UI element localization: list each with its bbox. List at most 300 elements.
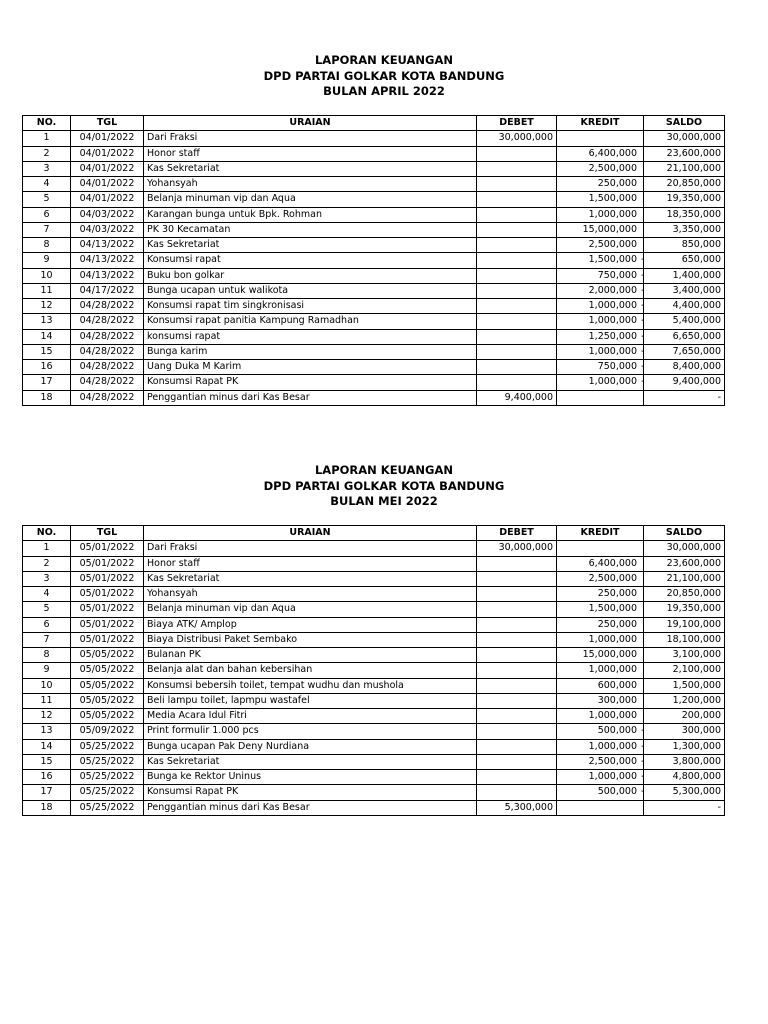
cell-no: 12 xyxy=(23,709,71,724)
negative-sign: - xyxy=(641,740,645,752)
cell-no: 10 xyxy=(23,268,71,283)
kredit-value: 750,000 xyxy=(597,269,637,281)
cell-kredit xyxy=(557,770,644,785)
report-title-line-3: BULAN APRIL 2022 xyxy=(323,84,445,98)
kredit-value: 2,500,000 xyxy=(588,239,637,250)
cell-debet xyxy=(477,222,557,237)
cell-kredit xyxy=(557,754,644,769)
table-row xyxy=(23,709,725,724)
cell-tgl: 05/01/2022 xyxy=(71,602,144,617)
cell-saldo: 18,100,000 xyxy=(644,632,725,647)
cell-uraian: Print formulir 1.000 pcs xyxy=(144,724,477,739)
cell-kredit xyxy=(557,253,644,268)
cell-saldo: 20,850,000 xyxy=(644,177,725,192)
header-no: NO. xyxy=(23,116,71,131)
cell-debet xyxy=(477,283,557,298)
kredit-value xyxy=(637,392,640,403)
cell-debet xyxy=(477,161,557,176)
report-title-line-3: BULAN MEI 2022 xyxy=(330,494,438,508)
cell-debet xyxy=(477,253,557,268)
cell-uraian: Bunga karim xyxy=(144,344,477,359)
kredit-value: 500,000 xyxy=(597,786,637,798)
cell-uraian: Bunga ucapan Pak Deny Nurdiana xyxy=(144,739,477,754)
cell-kredit xyxy=(557,299,644,314)
report-title-line-1: LAPORAN KEUANGAN xyxy=(314,463,454,477)
table-row xyxy=(23,192,725,207)
cell-saldo: 19,350,000 xyxy=(644,192,725,207)
kredit-value: 1,250,000 xyxy=(588,330,637,342)
kredit-value: 2,500,000 xyxy=(588,755,637,767)
table-row xyxy=(23,222,725,237)
table-row xyxy=(23,724,725,739)
kredit-value: 1,000,000 xyxy=(588,376,637,388)
cell-kredit xyxy=(557,709,644,724)
cell-tgl: 05/05/2022 xyxy=(71,648,144,663)
cell-debet xyxy=(477,678,557,693)
cell-kredit xyxy=(557,207,644,222)
cell-no: 4 xyxy=(23,587,71,602)
cell-debet xyxy=(477,571,557,586)
cell-uraian: Penggantian minus dari Kas Besar xyxy=(144,390,477,405)
cell-no: 7 xyxy=(23,632,71,647)
negative-sign: - xyxy=(641,771,645,782)
negative-sign: - xyxy=(641,284,645,296)
cell-no: 8 xyxy=(23,238,71,253)
cell-uraian: Karangan bunga untuk Bpk. Rohman xyxy=(144,207,477,222)
cell-tgl: 04/28/2022 xyxy=(71,299,144,314)
cell-saldo: 2,100,000 xyxy=(644,663,725,678)
cell-debet xyxy=(477,739,557,754)
cell-no: 15 xyxy=(23,754,71,769)
cell-debet xyxy=(477,360,557,375)
header-no: NO. xyxy=(23,526,71,541)
cell-no: 2 xyxy=(23,556,71,571)
cell-debet xyxy=(477,344,557,359)
cell-uraian: Media Acara Idul Fitri xyxy=(144,709,477,724)
cell-no: 9 xyxy=(23,253,71,268)
cell-saldo: 19,100,000 xyxy=(644,617,725,632)
negative-sign: - xyxy=(641,755,645,767)
cell-saldo: 3,800,000 xyxy=(644,754,725,769)
cell-uraian: Konsumsi Rapat PK xyxy=(144,375,477,390)
ledger-table xyxy=(22,525,725,816)
header-uraian: URAIAN xyxy=(144,116,477,131)
cell-saldo: 21,100,000 xyxy=(644,571,725,586)
cell-kredit xyxy=(557,131,644,146)
report-title-line-2: DPD PARTAI GOLKAR KOTA BANDUNG xyxy=(263,478,505,493)
table-row xyxy=(23,739,725,754)
header-debet: DEBET xyxy=(477,116,557,131)
cell-saldo: 30,000,000 xyxy=(644,541,725,556)
cell-uraian: Kas Sekretariat xyxy=(144,571,477,586)
cell-tgl: 05/01/2022 xyxy=(71,587,144,602)
header-kredit: KREDIT xyxy=(557,526,644,541)
report-title-line-1: LAPORAN KEUANGAN xyxy=(314,53,454,67)
negative-sign: - xyxy=(641,376,645,388)
cell-no: 11 xyxy=(23,283,71,298)
cell-uraian: Uang Duka M Karim xyxy=(144,360,477,375)
cell-saldo: 19,350,000 xyxy=(644,602,725,617)
cell-tgl: 05/25/2022 xyxy=(71,754,144,769)
cell-uraian: Kas Sekretariat xyxy=(144,754,477,769)
table-row xyxy=(23,648,725,663)
table-row xyxy=(23,571,725,586)
ledger-table xyxy=(22,115,725,406)
cell-debet xyxy=(477,724,557,739)
cell-tgl: 04/01/2022 xyxy=(71,131,144,146)
cell-kredit xyxy=(557,541,644,556)
kredit-value: 1,000,000 xyxy=(588,300,637,311)
table-row xyxy=(23,785,725,800)
table-row xyxy=(23,344,725,359)
cell-saldo: 8,400,000 xyxy=(644,360,725,375)
table-row xyxy=(23,556,725,571)
kredit-value xyxy=(637,802,640,813)
cell-saldo: 7,650,000 xyxy=(644,344,725,359)
cell-saldo: 4,800,000 xyxy=(644,770,725,785)
cell-tgl: 04/03/2022 xyxy=(71,207,144,222)
cell-tgl: 05/25/2022 xyxy=(71,739,144,754)
cell-tgl: 05/25/2022 xyxy=(71,785,144,800)
cell-uraian: Dari Fraksi xyxy=(144,541,477,556)
cell-tgl: 05/01/2022 xyxy=(71,541,144,556)
table-row xyxy=(23,693,725,708)
kredit-value: 250,000 xyxy=(597,178,637,189)
header-saldo: SALDO xyxy=(644,526,725,541)
cell-uraian: Beli lampu toilet, lapmpu wastafel xyxy=(144,693,477,708)
cell-kredit xyxy=(557,739,644,754)
cell-tgl: 04/01/2022 xyxy=(71,161,144,176)
cell-no: 9 xyxy=(23,663,71,678)
kredit-value: 6,400,000 xyxy=(588,147,637,159)
cell-saldo: 9,400,000 xyxy=(644,375,725,390)
cell-uraian: Biaya ATK/ Amplop xyxy=(144,617,477,632)
table-row xyxy=(23,541,725,556)
cell-tgl: 04/01/2022 xyxy=(71,146,144,161)
cell-debet xyxy=(477,617,557,632)
cell-debet xyxy=(477,556,557,571)
kredit-value: 750,000 xyxy=(597,361,637,372)
table-row xyxy=(23,632,725,647)
cell-kredit xyxy=(557,177,644,192)
cell-uraian: Konsumsi Rapat PK xyxy=(144,785,477,800)
cell-tgl: 04/28/2022 xyxy=(71,329,144,344)
report-title xyxy=(0,463,768,510)
cell-debet xyxy=(477,785,557,800)
cell-tgl: 04/03/2022 xyxy=(71,222,144,237)
cell-saldo: 23,600,000 xyxy=(644,146,725,161)
report-april xyxy=(0,53,768,403)
cell-debet xyxy=(477,693,557,708)
cell-uraian: Bunga ke Rektor Uninus xyxy=(144,770,477,785)
cell-kredit xyxy=(557,390,644,405)
kredit-value: 1,000,000 xyxy=(588,771,637,782)
cell-no: 14 xyxy=(23,329,71,344)
cell-kredit xyxy=(557,344,644,359)
cell-saldo: 30,000,000 xyxy=(644,131,725,146)
negative-sign: - xyxy=(641,315,645,327)
cell-uraian: Dari Fraksi xyxy=(144,131,477,146)
cell-uraian: Konsumsi rapat xyxy=(144,253,477,268)
cell-no: 1 xyxy=(23,541,71,556)
cell-kredit xyxy=(557,632,644,647)
cell-tgl: 05/01/2022 xyxy=(71,556,144,571)
kredit-value: 250,000 xyxy=(597,618,637,630)
table-row xyxy=(23,678,725,693)
table-row xyxy=(23,177,725,192)
cell-uraian: Belanja minuman vip dan Aqua xyxy=(144,602,477,617)
kredit-value: 1,000,000 xyxy=(588,315,637,327)
cell-debet xyxy=(477,770,557,785)
table-row xyxy=(23,770,725,785)
cell-uraian: Kas Sekretariat xyxy=(144,161,477,176)
negative-sign: - xyxy=(641,725,645,737)
cell-saldo: 21,100,000 xyxy=(644,161,725,176)
cell-uraian: Yohansyah xyxy=(144,177,477,192)
cell-debet xyxy=(477,709,557,724)
table-row xyxy=(23,617,725,632)
cell-kredit xyxy=(557,375,644,390)
cell-saldo: 5,400,000 xyxy=(644,314,725,329)
cell-tgl: 04/13/2022 xyxy=(71,268,144,283)
cell-kredit xyxy=(557,693,644,708)
table-row xyxy=(23,375,725,390)
cell-no: 6 xyxy=(23,207,71,222)
header-tgl: TGL xyxy=(71,116,144,131)
cell-saldo: 1,400,000 xyxy=(644,268,725,283)
cell-kredit xyxy=(557,329,644,344)
header-uraian: URAIAN xyxy=(144,526,477,541)
table-row xyxy=(23,602,725,617)
cell-no: 13 xyxy=(23,724,71,739)
cell-saldo: 200,000 xyxy=(644,709,725,724)
kredit-value: 2,500,000 xyxy=(588,572,637,584)
cell-saldo: 1,300,000 xyxy=(644,739,725,754)
cell-debet xyxy=(477,238,557,253)
kredit-value: 500,000 xyxy=(597,725,637,737)
negative-sign: - xyxy=(641,300,645,311)
cell-uraian: Belanja minuman vip dan Aqua xyxy=(144,192,477,207)
cell-kredit xyxy=(557,161,644,176)
cell-kredit xyxy=(557,800,644,815)
cell-no: 17 xyxy=(23,375,71,390)
cell-uraian: konsumsi rapat xyxy=(144,329,477,344)
cell-kredit xyxy=(557,617,644,632)
kredit-value: 1,000,000 xyxy=(588,664,637,676)
cell-uraian: Biaya Distribusi Paket Sembako xyxy=(144,632,477,647)
cell-debet: 9,400,000 xyxy=(477,390,557,405)
kredit-value: 2,500,000 xyxy=(588,162,637,174)
cell-debet xyxy=(477,602,557,617)
header-kredit: KREDIT xyxy=(557,116,644,131)
cell-tgl: 05/01/2022 xyxy=(71,632,144,647)
cell-no: 7 xyxy=(23,222,71,237)
kredit-value: 6,400,000 xyxy=(588,557,637,569)
cell-kredit xyxy=(557,678,644,693)
table-row xyxy=(23,268,725,283)
cell-tgl: 04/01/2022 xyxy=(71,177,144,192)
header-tgl: TGL xyxy=(71,526,144,541)
negative-sign: - xyxy=(641,345,645,357)
kredit-value xyxy=(637,132,640,143)
cell-kredit xyxy=(557,268,644,283)
cell-uraian: Buku bon golkar xyxy=(144,268,477,283)
cell-kredit xyxy=(557,785,644,800)
cell-kredit xyxy=(557,238,644,253)
cell-tgl: 04/13/2022 xyxy=(71,253,144,268)
kredit-value: 15,000,000 xyxy=(582,649,637,660)
cell-no: 2 xyxy=(23,146,71,161)
cell-saldo: 850,000 xyxy=(644,238,725,253)
cell-kredit xyxy=(557,192,644,207)
cell-no: 12 xyxy=(23,299,71,314)
cell-uraian: Kas Sekretariat xyxy=(144,238,477,253)
cell-tgl: 05/05/2022 xyxy=(71,663,144,678)
cell-no: 3 xyxy=(23,161,71,176)
report-mei xyxy=(0,463,768,813)
cell-debet xyxy=(477,587,557,602)
cell-no: 16 xyxy=(23,770,71,785)
cell-saldo: 1,200,000 xyxy=(644,693,725,708)
table-row xyxy=(23,754,725,769)
negative-sign: - xyxy=(641,330,645,342)
cell-kredit xyxy=(557,314,644,329)
cell-saldo: - xyxy=(644,390,725,405)
cell-no: 6 xyxy=(23,617,71,632)
header-debet: DEBET xyxy=(477,526,557,541)
cell-debet xyxy=(477,207,557,222)
cell-tgl: 05/05/2022 xyxy=(71,678,144,693)
cell-uraian: Belanja alat dan bahan kebersihan xyxy=(144,663,477,678)
cell-kredit xyxy=(557,648,644,663)
kredit-value: 250,000 xyxy=(597,588,637,599)
report-title-line-2: DPD PARTAI GOLKAR KOTA BANDUNG xyxy=(263,68,505,83)
negative-sign: - xyxy=(641,269,645,281)
table-row xyxy=(23,390,725,405)
cell-no: 15 xyxy=(23,344,71,359)
cell-saldo: 300,000 xyxy=(644,724,725,739)
cell-tgl: 04/13/2022 xyxy=(71,238,144,253)
cell-no: 5 xyxy=(23,192,71,207)
kredit-value: 1,500,000 xyxy=(588,603,637,615)
cell-uraian: Konsumsi rapat panitia Kampung Ramadhan xyxy=(144,314,477,329)
cell-debet xyxy=(477,146,557,161)
negative-sign: - xyxy=(641,786,645,798)
cell-tgl: 05/09/2022 xyxy=(71,724,144,739)
cell-uraian: Bunga ucapan untuk walikota xyxy=(144,283,477,298)
kredit-value: 15,000,000 xyxy=(582,223,637,235)
cell-debet: 5,300,000 xyxy=(477,800,557,815)
cell-tgl: 04/28/2022 xyxy=(71,390,144,405)
cell-debet xyxy=(477,375,557,390)
cell-saldo: 1,500,000 xyxy=(644,678,725,693)
cell-tgl: 04/28/2022 xyxy=(71,344,144,359)
table-header-row xyxy=(23,526,725,541)
table-row xyxy=(23,299,725,314)
cell-no: 8 xyxy=(23,648,71,663)
cell-tgl: 04/17/2022 xyxy=(71,283,144,298)
cell-saldo: 5,300,000 xyxy=(644,785,725,800)
table-row xyxy=(23,253,725,268)
cell-saldo: 3,100,000 xyxy=(644,648,725,663)
table-row xyxy=(23,800,725,815)
cell-no: 1 xyxy=(23,131,71,146)
cell-debet xyxy=(477,632,557,647)
cell-kredit xyxy=(557,724,644,739)
cell-saldo: 18,350,000 xyxy=(644,207,725,222)
cell-debet xyxy=(477,192,557,207)
cell-tgl: 05/01/2022 xyxy=(71,617,144,632)
kredit-value: 1,000,000 xyxy=(588,208,637,220)
cell-debet xyxy=(477,268,557,283)
cell-no: 11 xyxy=(23,693,71,708)
cell-kredit xyxy=(557,283,644,298)
kredit-value: 1,500,000 xyxy=(588,193,637,205)
negative-sign: - xyxy=(641,254,645,266)
cell-debet xyxy=(477,329,557,344)
table-row xyxy=(23,131,725,146)
cell-debet xyxy=(477,314,557,329)
cell-saldo: 650,000 xyxy=(644,253,725,268)
cell-tgl: 05/05/2022 xyxy=(71,709,144,724)
cell-tgl: 04/28/2022 xyxy=(71,375,144,390)
cell-saldo: 6,650,000 xyxy=(644,329,725,344)
header-saldo: SALDO xyxy=(644,116,725,131)
cell-tgl: 04/28/2022 xyxy=(71,360,144,375)
cell-kredit xyxy=(557,556,644,571)
cell-saldo: 23,600,000 xyxy=(644,556,725,571)
cell-uraian: Yohansyah xyxy=(144,587,477,602)
cell-uraian: Honor staff xyxy=(144,556,477,571)
cell-debet xyxy=(477,177,557,192)
kredit-value: 600,000 xyxy=(597,679,637,691)
cell-debet xyxy=(477,299,557,314)
cell-saldo: 3,350,000 xyxy=(644,222,725,237)
table-row xyxy=(23,283,725,298)
table-row xyxy=(23,360,725,375)
cell-kredit xyxy=(557,663,644,678)
cell-no: 17 xyxy=(23,785,71,800)
cell-no: 18 xyxy=(23,390,71,405)
cell-kredit xyxy=(557,146,644,161)
cell-debet: 30,000,000 xyxy=(477,131,557,146)
kredit-value: 1,000,000 xyxy=(588,740,637,752)
cell-kredit xyxy=(557,587,644,602)
cell-kredit xyxy=(557,571,644,586)
table-row xyxy=(23,314,725,329)
cell-tgl: 05/01/2022 xyxy=(71,571,144,586)
cell-no: 3 xyxy=(23,571,71,586)
table-row xyxy=(23,587,725,602)
cell-debet xyxy=(477,648,557,663)
cell-no: 18 xyxy=(23,800,71,815)
cell-saldo: - xyxy=(644,800,725,815)
cell-no: 14 xyxy=(23,739,71,754)
cell-tgl: 05/25/2022 xyxy=(71,800,144,815)
cell-no: 5 xyxy=(23,602,71,617)
cell-uraian: Honor staff xyxy=(144,146,477,161)
cell-tgl: 04/28/2022 xyxy=(71,314,144,329)
cell-debet xyxy=(477,754,557,769)
table-row xyxy=(23,329,725,344)
table-row xyxy=(23,146,725,161)
cell-tgl: 05/05/2022 xyxy=(71,693,144,708)
table-header-row xyxy=(23,116,725,131)
kredit-value: 1,000,000 xyxy=(588,710,637,721)
kredit-value: 1,000,000 xyxy=(588,633,637,645)
table-row xyxy=(23,161,725,176)
table-row xyxy=(23,663,725,678)
